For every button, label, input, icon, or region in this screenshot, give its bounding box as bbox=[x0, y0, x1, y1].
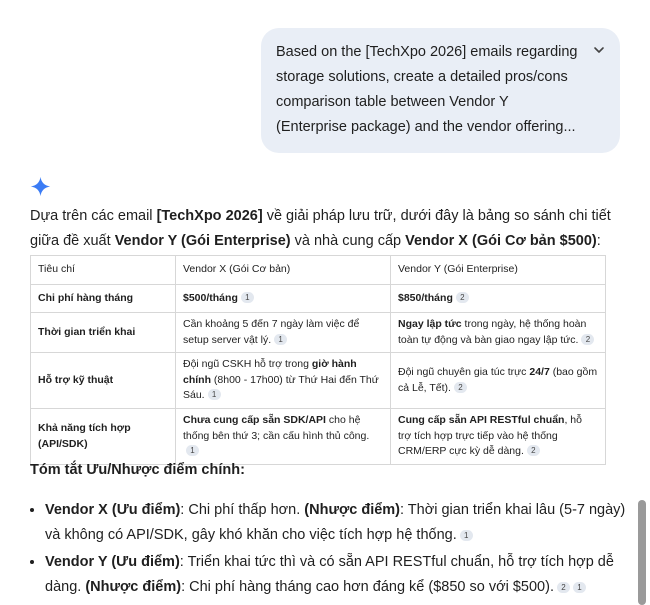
vendor-x-cell bbox=[176, 313, 391, 353]
vendor-x-cell bbox=[176, 409, 391, 465]
citation-badge[interactable]: 1 bbox=[573, 582, 586, 593]
citation-badge[interactable]: 1 bbox=[186, 445, 199, 456]
item-bold: Vendor Y (Ưu điểm) bbox=[45, 554, 180, 570]
criterion-cell: Khả năng tích hợp (API/SDK) bbox=[31, 409, 176, 465]
cell-text: , hỗ trợ tích hợp trực tiếp vào hệ thống CRM/ERP cực kỳ dễ dàng. bbox=[398, 414, 582, 458]
intro-bold: Vendor X (Gói Cơ bản $500) bbox=[405, 233, 597, 249]
cell-bold: giờ hành chính bbox=[183, 358, 357, 386]
table-row bbox=[31, 313, 606, 353]
vendor-x-cell bbox=[176, 353, 391, 409]
vendor-y-cell bbox=[391, 353, 606, 409]
cell-text: (bao gồm cả Lễ, Tết). bbox=[398, 366, 598, 394]
cell-text: (8h00 - 17h00) từ Thứ Hai đến Thứ Sáu. bbox=[183, 373, 379, 402]
table-row bbox=[31, 353, 606, 409]
intro-text: : bbox=[596, 233, 601, 249]
cell-bold: Ngay lập tức bbox=[398, 318, 462, 330]
item-bold: (Nhược điểm) bbox=[85, 579, 182, 595]
item-text: : Triển khai tức thì và có sẵn API RESTful chuẩn, hỗ trợ tích hợp dễ dàng. bbox=[45, 554, 614, 595]
cell-text: cho hệ thống bên thứ 3; cần cấu hình thủ công. bbox=[183, 414, 370, 442]
cell-text: Đội ngũ chuyên gia túc trực bbox=[398, 366, 530, 378]
criterion-cell: Hỗ trợ kỹ thuật bbox=[31, 353, 176, 409]
table-row bbox=[31, 409, 606, 465]
intro-bold: [TechXpo 2026] bbox=[156, 208, 263, 224]
comparison-table bbox=[30, 255, 606, 465]
table-row bbox=[31, 285, 606, 313]
chevron-down-icon[interactable] bbox=[592, 43, 606, 57]
cell-bold: $500/tháng bbox=[183, 291, 238, 304]
item-text: : Thời gian triển khai lâu (5-7 ngày) và không có API/SDK, gây khó khăn cho việc tích hợp hệ thống. bbox=[45, 502, 626, 543]
list-item bbox=[45, 550, 630, 600]
cell-bold: Cung cấp sẵn API RESTful chuẩn bbox=[398, 414, 565, 427]
citation-badge[interactable]: 2 bbox=[454, 382, 467, 393]
intro-text: và nhà cung cấp bbox=[290, 233, 406, 249]
cell-bold: 24/7 bbox=[529, 366, 550, 378]
cell-bold: Chưa cung cấp sẵn SDK/API bbox=[183, 414, 326, 427]
item-bold: Vendor X (Ưu điểm) bbox=[45, 502, 181, 518]
gemini-spark-icon bbox=[30, 176, 51, 197]
item-text: : Chi phí thấp hơn. bbox=[180, 502, 305, 518]
citation-badge[interactable]: 2 bbox=[581, 334, 594, 345]
user-message-bubble bbox=[261, 28, 620, 153]
intro-text: Dựa trên các email bbox=[30, 208, 157, 224]
table-header-cell: Tiêu chí bbox=[31, 256, 176, 285]
cell-text: Đội ngũ CSKH hỗ trợ trong bbox=[183, 358, 312, 371]
vendor-y-cell bbox=[391, 285, 606, 313]
user-message-text: Based on the [TechXpo 2026] emails regarding storage solutions, create a detailed pros/cons comparison table between Vendor Y (Enterprise package) and the vendor offering... bbox=[276, 44, 578, 135]
citation-badge[interactable]: 1 bbox=[274, 334, 287, 345]
response-intro bbox=[30, 204, 620, 254]
vendor-x-cell bbox=[176, 285, 391, 313]
item-bold: (Nhược điểm) bbox=[304, 502, 401, 518]
citation-badge[interactable]: 2 bbox=[527, 445, 540, 456]
cell-text: Cần khoảng 5 đến 7 ngày làm việc để setup server vật lý. bbox=[183, 318, 360, 346]
table-header-cell: Vendor X (Gói Cơ bản) bbox=[176, 256, 391, 285]
citation-badge[interactable]: 2 bbox=[456, 292, 469, 303]
item-text: : Chi phí hàng tháng cao hơn đáng kể ($850 so với $500). bbox=[181, 579, 554, 595]
cell-text: trong ngày, hệ thống hoàn toàn tự động và bàn giao ngay lập tức. bbox=[398, 318, 587, 346]
list-item bbox=[45, 498, 630, 548]
scrollbar-thumb[interactable] bbox=[638, 500, 646, 605]
citation-badge[interactable]: 1 bbox=[460, 530, 473, 541]
table-header-cell: Vendor Y (Gói Enterprise) bbox=[391, 256, 606, 285]
vendor-y-cell bbox=[391, 313, 606, 353]
intro-bold: Vendor Y (Gói Enterprise) bbox=[114, 233, 291, 249]
table-header-row bbox=[31, 256, 606, 285]
intro-text: về giải pháp lưu trữ, dưới đây là bảng so sánh chi tiết giữa đề xuất bbox=[30, 208, 611, 249]
summary-title: Tóm tắt Ưu/Nhược điểm chính: bbox=[30, 462, 245, 478]
citation-badge[interactable]: 2 bbox=[557, 582, 570, 593]
cell-bold: $850/tháng bbox=[398, 291, 453, 304]
citation-badge[interactable]: 1 bbox=[241, 292, 254, 303]
summary-list bbox=[30, 498, 630, 602]
criterion-cell: Thời gian triển khai bbox=[31, 313, 176, 353]
citation-badge[interactable]: 1 bbox=[208, 389, 221, 400]
criterion-cell: Chi phí hàng tháng bbox=[31, 285, 176, 313]
vendor-y-cell bbox=[391, 409, 606, 465]
